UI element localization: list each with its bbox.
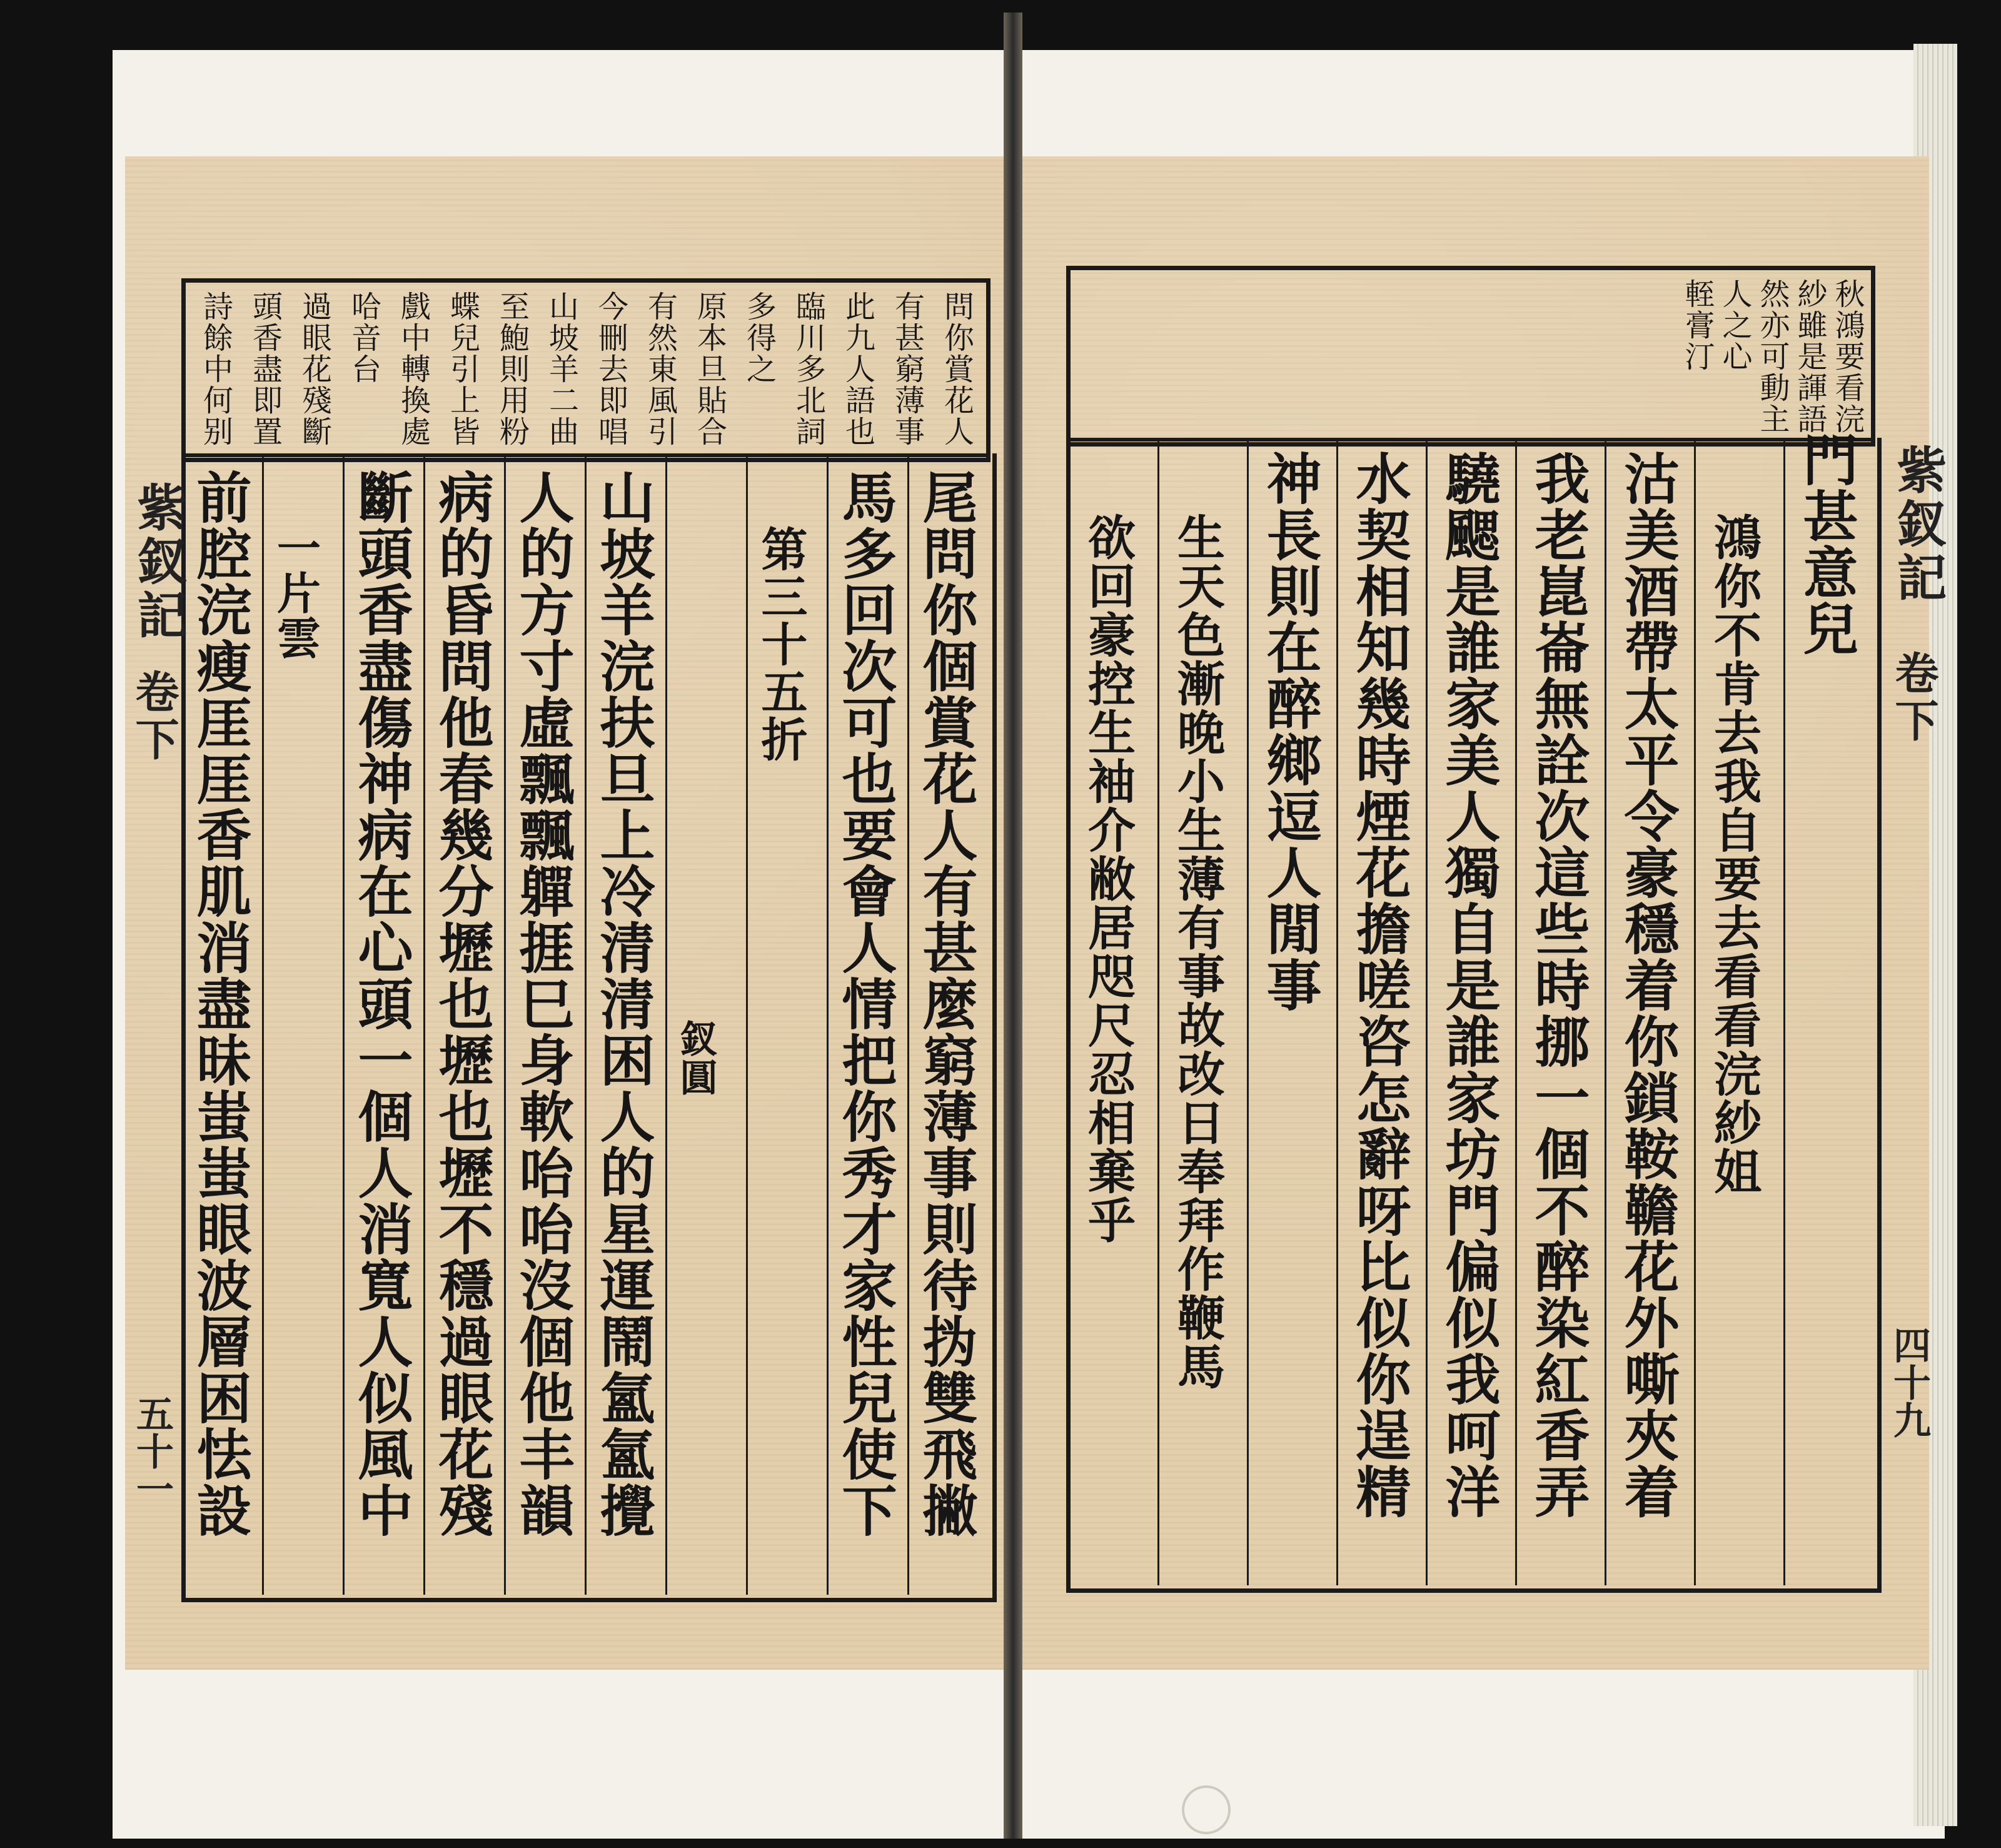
book-spine [1004,13,1022,1839]
right-col-8: 生天色漸晚小生薄有事故改日奉拜作鞭馬 [1169,513,1226,1391]
left-note-8: 今刪去即唱 [593,291,628,447]
left-col-rule [827,457,829,1595]
right-col-6: 水契相知幾時煙花擔嗟咨怎辭呀比似你逞精 [1347,450,1413,1520]
left-col-10: 前腔浣瘦厓厓香肌消盡昧蚩蚩眼波層困怯設 [188,469,253,1538]
left-note-5: 多得之 [741,291,777,385]
right-page [1022,156,1947,1670]
left-col-5: 山坡羊浣扶旦上冷清清困人的星運鬧氳氳攪 [591,469,657,1538]
right-col-rule [1515,441,1517,1585]
left-col-6: 人的方寸虛飄飄軃捱巳身軟咍咍沒個他丰韻 [510,469,576,1538]
left-col-rule [423,457,425,1595]
left-page [125,156,1004,1670]
left-col-3: 第三十五折 [754,525,808,763]
left-col-8: 斷頭香盡傷神病在心頭一個人消寬人似風中 [349,469,415,1538]
right-col-1: 門甚意兒 [1794,432,1860,657]
left-folio: 五十一 [130,1395,174,1507]
right-col-rule [1605,441,1606,1585]
left-note-4: 臨川多北詞 [790,291,826,447]
right-notes-box [1066,266,1875,447]
left-edge-volume: 卷下 [128,669,180,764]
left-col-rule [343,457,345,1595]
right-col-2: 鴻你不肯去我自要去看看浣紗姐 [1706,513,1762,1196]
left-note-12: 戲中轉換處 [395,291,431,447]
left-note-11: 蝶兒引上皆 [445,291,480,447]
right-note-3: 然亦可動主 [1755,278,1790,435]
left-note-14: 過眼花殘斷 [296,291,332,447]
left-note-3: 此九人語也 [840,291,875,447]
right-folio: 四十九 [1887,1326,1931,1438]
left-col-rule [585,457,587,1595]
left-col-2: 馬多回次可也要會人情把你秀才家性兒使下 [833,469,899,1538]
left-col-rule [262,457,264,1595]
right-note-1: 秋鴻要看浣 [1830,278,1865,435]
left-note-9: 山坡羊二曲 [543,291,579,447]
right-col-rule [1783,441,1785,1585]
right-col-3: 沽美酒帶太平令豪穩着你鎖鞍韂花外嘶夾着 [1615,450,1681,1520]
right-col-rule [1426,441,1428,1585]
left-note-13: 哈音台 [346,291,381,385]
left-col-rule [907,457,909,1595]
right-col-4: 我老崑崙無詮次這些時挪一個不醉染紅香弄 [1526,450,1591,1520]
left-col-rule [504,457,506,1595]
right-col-rule [1336,441,1338,1585]
right-note-2: 紗雖是諢語 [1792,278,1827,435]
right-note-4: 人之心 [1717,278,1752,372]
left-note-10: 至鮑則用粉 [494,291,530,447]
right-col-rule [1157,441,1159,1585]
left-col-7: 病的昏問他春幾分壢也壢也壢不穩過眼花殘 [430,469,495,1538]
left-col-rule [665,457,667,1595]
right-note-5: 輊膏汀 [1680,278,1715,372]
left-note-2: 有甚窮薄事 [889,291,925,447]
right-edge-title: 紫釵記 [1888,444,1947,605]
left-col-9: 一片雲 [270,525,322,660]
right-col-rule [1247,441,1249,1585]
left-note-15: 頭香盡即置 [247,291,283,447]
right-edge-volume: 卷下 [1888,650,1940,745]
right-col-rule [1694,441,1696,1585]
left-col-1: 尾問你個賞花人有甚麼窮薄事則待㧑雙飛撇 [914,469,979,1538]
right-col-5: 驍颸是誰家美人獨自是誰家坊門偏似我呵洋 [1436,450,1502,1520]
left-note-16: 詩餘中何别 [198,291,233,447]
library-stamp [1182,1785,1231,1834]
right-col-9: 欲回豪控生袖介敝居咫尺忍相棄乎 [1080,513,1136,1245]
left-note-7: 有然東風引 [642,291,678,447]
left-note-6: 原本旦貼合 [692,291,727,447]
left-edge-title: 紫釵記 [129,482,188,643]
left-note-1: 問你賞花人 [939,291,974,447]
right-col-7: 神長則在醉鄉逗人閒事 [1258,450,1323,1013]
left-col-rule [746,457,748,1595]
left-col-4: 釵圓 [673,1019,718,1097]
